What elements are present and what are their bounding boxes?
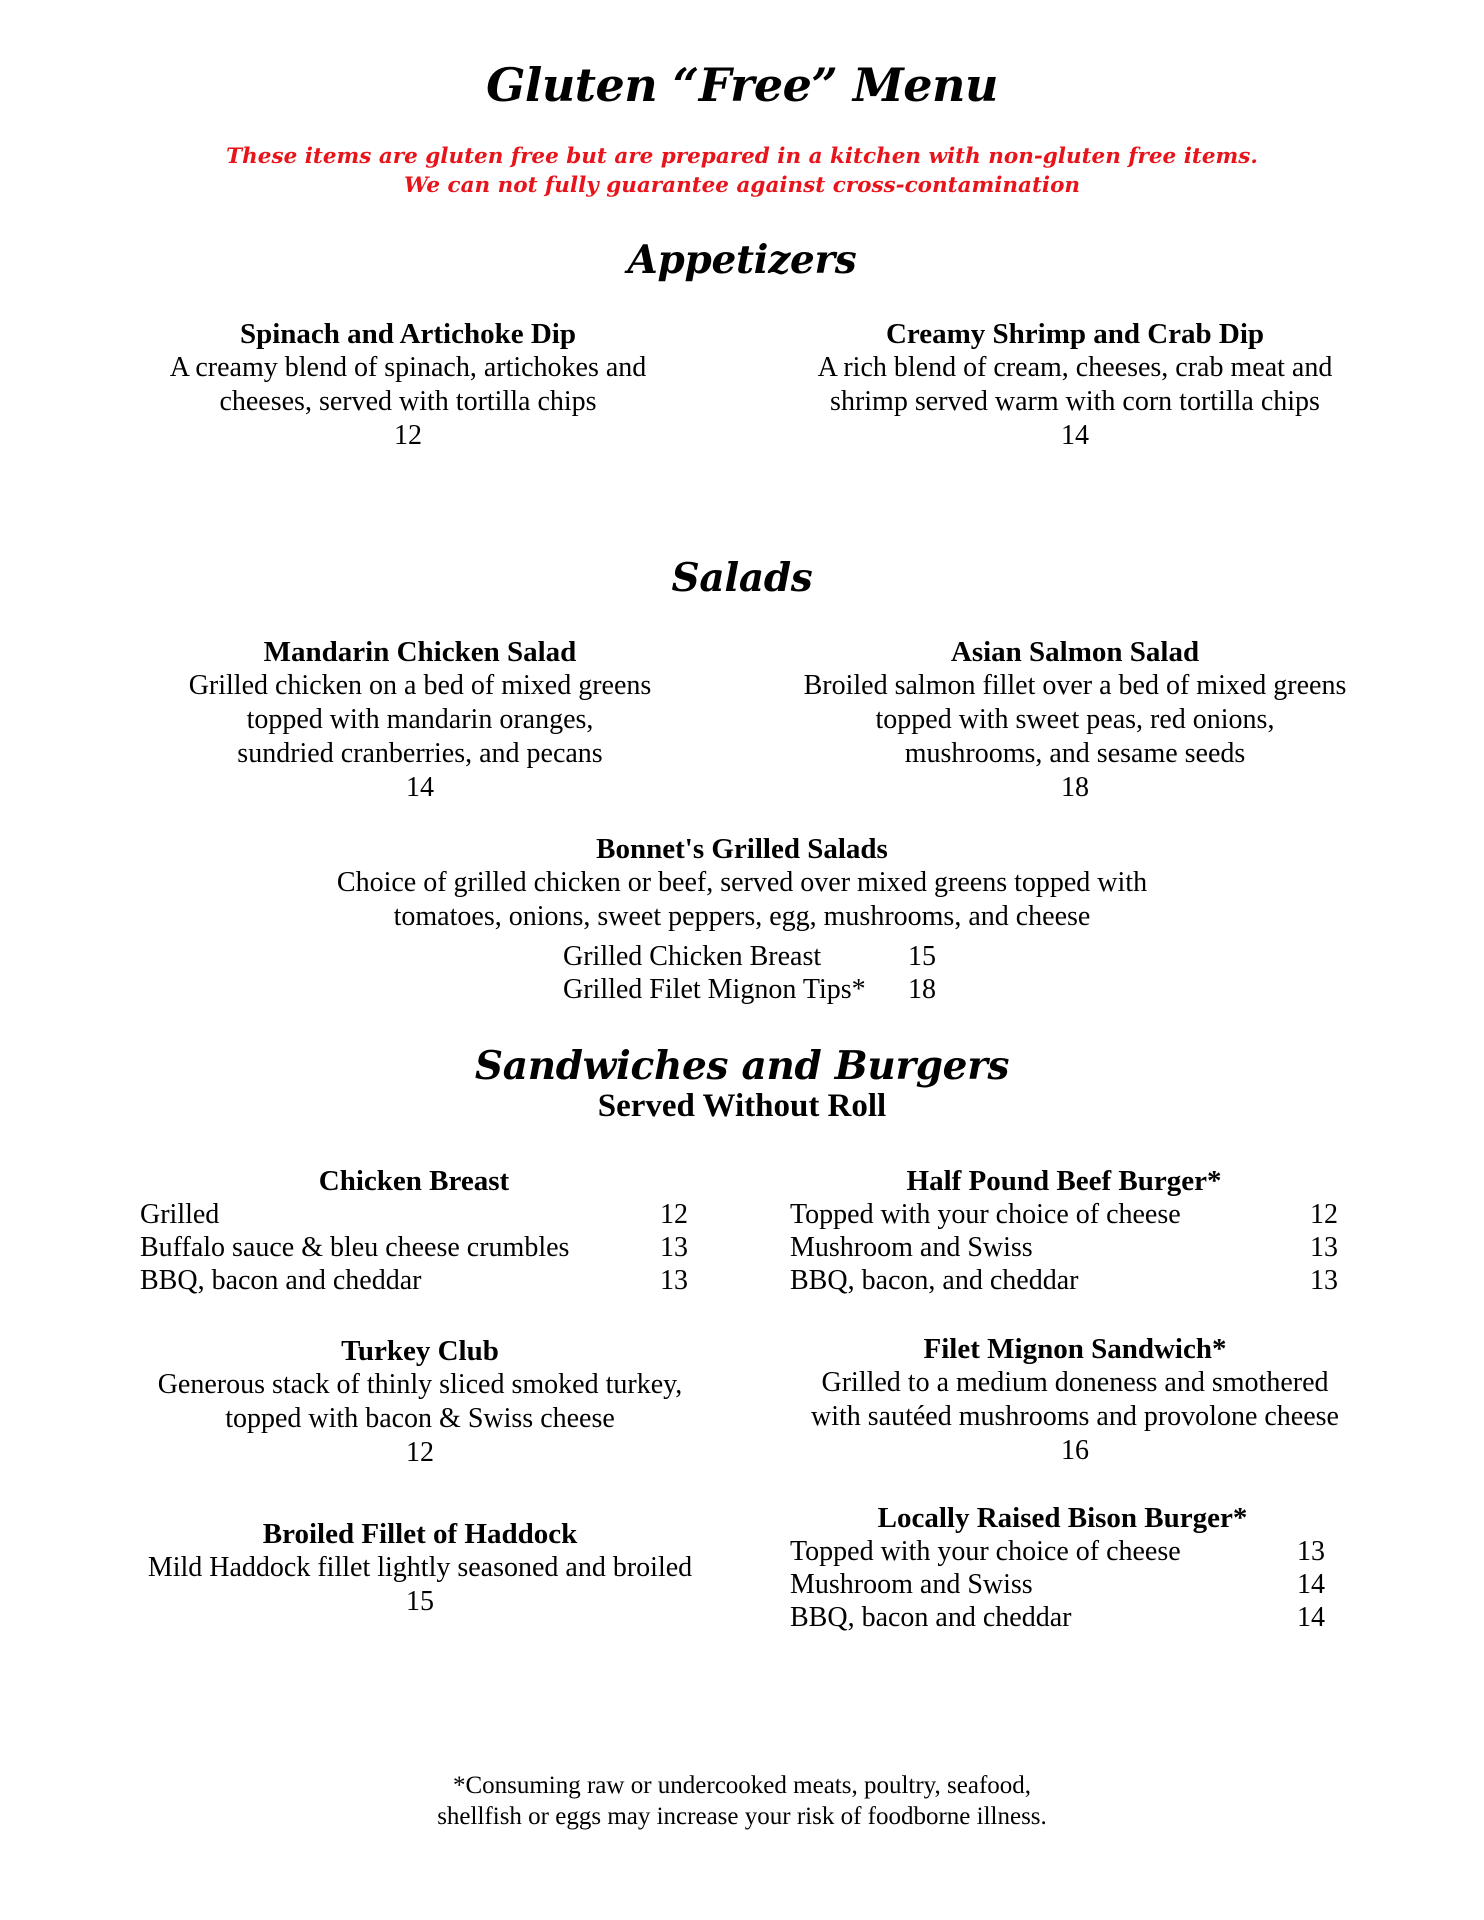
- option-label: Topped with your choice of cheese: [790, 1536, 1181, 1567]
- footer-line-1: *Consuming raw or undercooked meats, poultry, seafood,: [452, 1772, 1032, 1799]
- option-label: BBQ, bacon, and cheddar: [790, 1265, 1079, 1296]
- item-desc-line: Grilled to a medium doneness and smothered: [821, 1367, 1329, 1398]
- option-price: 13: [1297, 1536, 1325, 1567]
- footer-line-2: shellfish or eggs may increase your risk of foodborne illness.: [437, 1803, 1047, 1830]
- disclaimer: [0, 142, 1484, 200]
- option-row: [140, 1231, 688, 1264]
- salads-heading: Salads: [671, 555, 813, 601]
- option-price: 14: [1297, 1569, 1325, 1600]
- appetizer-item: [760, 318, 1390, 453]
- option-row: [563, 973, 943, 1006]
- item-price: 14: [1061, 420, 1089, 451]
- item-desc-line: mushrooms, and sesame seeds: [904, 738, 1246, 769]
- item-desc-line: shrimp served warm with corn tortilla chips: [830, 386, 1320, 417]
- item-price: 14: [406, 772, 434, 803]
- item-name: Creamy Shrimp and Crab Dip: [885, 318, 1265, 350]
- item-name: Bonnet's Grilled Salads: [596, 833, 888, 865]
- option-row: [140, 1264, 688, 1297]
- item-name: Mandarin Chicken Salad: [263, 636, 577, 668]
- option-price: 15: [908, 941, 936, 972]
- beef-burger-item: [790, 1165, 1338, 1297]
- option-label: BBQ, bacon and cheddar: [790, 1602, 1072, 1633]
- appetizer-item: [108, 318, 708, 453]
- option-row: [790, 1231, 1338, 1264]
- option-price: 13: [1310, 1265, 1338, 1296]
- item-name: Asian Salmon Salad: [950, 636, 1200, 668]
- option-row: [790, 1601, 1325, 1634]
- item-desc-line: topped with sweet peas, red onions,: [875, 704, 1275, 735]
- item-desc-line: sundried cranberries, and pecans: [237, 738, 603, 769]
- option-price: 12: [1310, 1199, 1338, 1230]
- chicken-breast-item: [140, 1165, 688, 1297]
- item-desc-line: Grilled chicken on a bed of mixed greens: [188, 670, 652, 701]
- item-price: 16: [1061, 1435, 1089, 1466]
- grilled-salad-options: [563, 940, 943, 1006]
- item-desc-line: topped with bacon & Swiss cheese: [225, 1403, 615, 1434]
- item-name: Spinach and Artichoke Dip: [239, 318, 576, 350]
- haddock-item: [100, 1518, 740, 1619]
- bison-burger-item: [790, 1502, 1325, 1634]
- item-desc-line: Mild Haddock fillet lightly seasoned and broiled: [147, 1552, 693, 1583]
- item-desc-line: tomatoes, onions, sweet peppers, egg, mushrooms, and cheese: [393, 901, 1091, 932]
- option-price: 13: [660, 1232, 688, 1263]
- option-row: [140, 1198, 688, 1231]
- item-name: Half Pound Beef Burger*: [906, 1165, 1222, 1197]
- sandwiches-subheading: Served Without Roll: [597, 1088, 887, 1124]
- filet-mignon-sandwich-item: [760, 1333, 1390, 1468]
- option-label: BBQ, bacon and cheddar: [140, 1265, 422, 1296]
- option-label: Buffalo sauce & bleu cheese crumbles: [140, 1232, 570, 1263]
- salad-item: [760, 636, 1390, 805]
- food-safety-footer: [0, 1770, 1484, 1832]
- item-desc-line: with sautéed mushrooms and provolone cheese: [811, 1401, 1339, 1432]
- appetizers-heading: Appetizers: [627, 237, 857, 283]
- item-desc-line: Choice of grilled chicken or beef, served over mixed greens topped with: [336, 867, 1148, 898]
- option-row: [790, 1568, 1325, 1601]
- option-label: Mushroom and Swiss: [790, 1232, 1033, 1263]
- item-desc-line: A rich blend of cream, cheeses, crab meat and: [817, 352, 1333, 383]
- item-price: 12: [406, 1437, 434, 1468]
- option-price: 14: [1297, 1602, 1325, 1633]
- item-name: Turkey Club: [341, 1335, 499, 1367]
- item-desc-line: A creamy blend of spinach, artichokes and: [169, 352, 647, 383]
- option-label: Grilled Chicken Breast: [563, 941, 822, 972]
- sandwiches-heading: Sandwiches and Burgers: [474, 1043, 1010, 1089]
- item-desc-line: Broiled salmon fillet over a bed of mixed greens: [803, 670, 1347, 701]
- grilled-salads: [0, 833, 1484, 934]
- option-row: [790, 1264, 1338, 1297]
- item-desc-line: cheeses, served with tortilla chips: [219, 386, 597, 417]
- option-row: [790, 1535, 1325, 1568]
- menu-title: Gluten “Free” Menu: [486, 58, 998, 112]
- turkey-club-item: [120, 1335, 720, 1470]
- item-desc-line: topped with mandarin oranges,: [246, 704, 594, 735]
- item-price: 18: [1061, 772, 1089, 803]
- option-price: 12: [660, 1199, 688, 1230]
- option-price: 13: [660, 1265, 688, 1296]
- item-desc-line: Generous stack of thinly sliced smoked turkey,: [157, 1369, 683, 1400]
- option-label: Mushroom and Swiss: [790, 1569, 1033, 1600]
- option-row: [563, 940, 943, 973]
- option-label: Grilled: [140, 1199, 220, 1230]
- option-row: [790, 1198, 1338, 1231]
- option-price: 13: [1310, 1232, 1338, 1263]
- disclaimer-line-1: These items are gluten free but are prepared in a kitchen with non-gluten free items.: [226, 144, 1258, 169]
- disclaimer-line-2: We can not fully guarantee against cross-contamination: [403, 173, 1081, 198]
- item-name: Broiled Fillet of Haddock: [262, 1518, 578, 1550]
- option-label: Topped with your choice of cheese: [790, 1199, 1181, 1230]
- option-price: 18: [908, 974, 936, 1005]
- salad-item: [120, 636, 720, 805]
- item-price: 12: [394, 420, 422, 451]
- item-name: Locally Raised Bison Burger*: [877, 1502, 1248, 1534]
- option-label: Grilled Filet Mignon Tips*: [563, 974, 866, 1005]
- item-name: Chicken Breast: [318, 1165, 510, 1197]
- item-price: 15: [406, 1586, 434, 1617]
- item-name: Filet Mignon Sandwich*: [923, 1333, 1227, 1365]
